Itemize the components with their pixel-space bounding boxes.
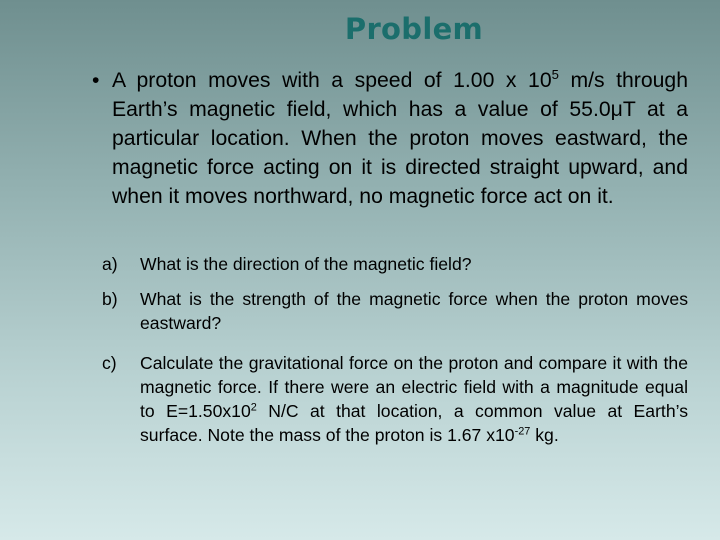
exponent-superscript: 5: [551, 66, 559, 82]
question-a: [102, 252, 688, 276]
question-list: [102, 252, 688, 458]
statement-text-part-2: m/s through Earth’s magnetic field, which has a value of 55.0μT at a particular location. When the proton moves eastward, the magnetic force acting on it is directed straight upward, and when it moves northward, no magnetic force act on it.: [112, 69, 688, 208]
bullet-marker: •: [92, 69, 100, 92]
statement-text-part-1: A proton moves with a speed of 1.00 x 10: [112, 69, 552, 92]
field-exponent-superscript: 2: [250, 401, 257, 414]
slide-title: Problem: [344, 12, 484, 46]
problem-statement: [92, 66, 688, 211]
mass-exponent-superscript: -27: [514, 425, 531, 438]
question-b-text: What is the strength of the magnetic force when the proton moves eastward?: [140, 289, 688, 333]
question-b-marker: b): [102, 289, 118, 309]
question-c-text-part-2: N/C at that location, a common value at Earth’s surface. Note the mass of the proton is 1.67 x10: [140, 401, 688, 445]
question-c-text-part-3: kg.: [530, 425, 559, 445]
question-c-text-part-1: Calculate the gravitational force on the proton and compare it with the magnetic force. If there were an electric field with a magnitude equal to E=1.50x10: [140, 353, 688, 421]
question-a-marker: a): [102, 254, 118, 274]
question-b: [102, 287, 688, 335]
question-c: [102, 351, 688, 447]
question-c-marker: c): [102, 353, 117, 373]
question-a-text: What is the direction of the magnetic field?: [140, 254, 472, 274]
